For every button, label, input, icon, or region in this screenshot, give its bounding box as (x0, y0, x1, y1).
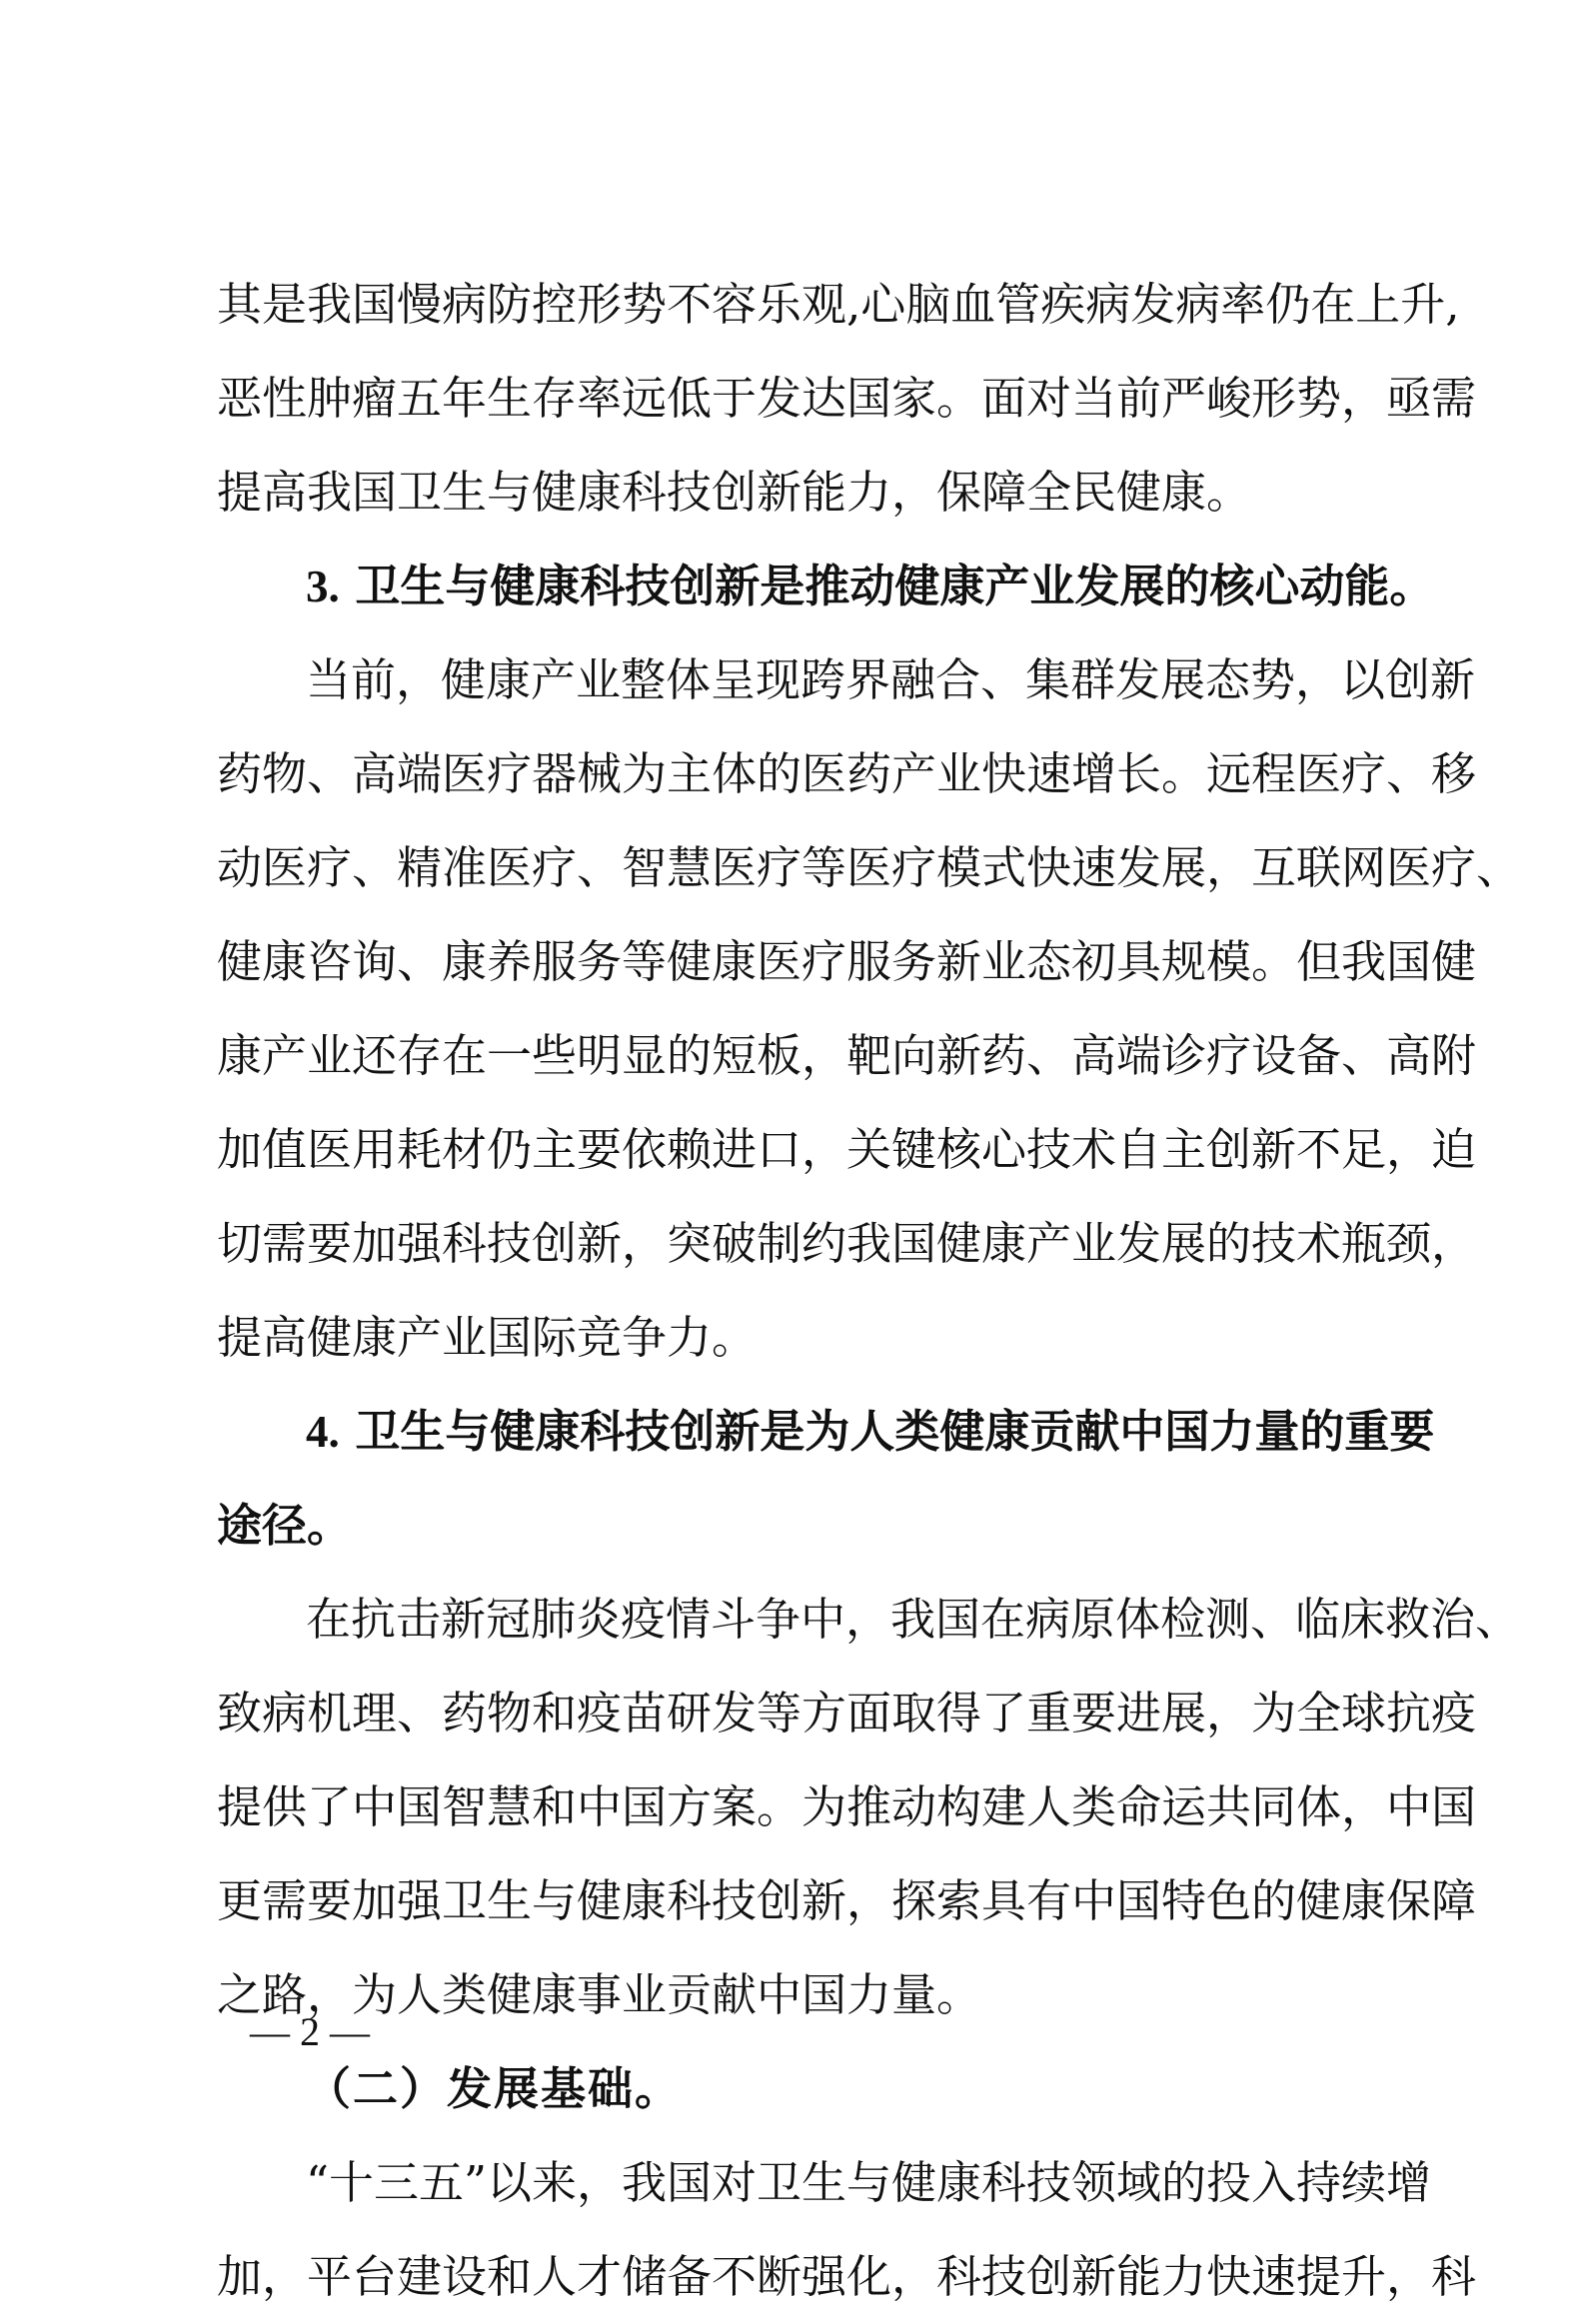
section-heading: （二）发展基础。 (306, 2062, 683, 2115)
heading-3-number: 3. (306, 562, 340, 611)
heading-3-text: 卫生与健康科技创新是推动健康产业发展的核心动能。 (355, 560, 1435, 612)
heading-4-line: 途径。 (217, 1499, 353, 1552)
text-line: 其是我国慢病防控形势不容乐观,心脑血管疾病发病率仍在上升, (217, 278, 1460, 331)
text-line: 康产业还存在一些明显的短板，靶向新药、高端诊疗设备、高附 (217, 1029, 1477, 1082)
text-line: 在抗击新冠肺炎疫情斗争中，我国在病原体检测、临床救治、 (306, 1593, 1521, 1646)
text-line: 之路，为人类健康事业贡献中国力量。 (217, 1968, 982, 2021)
text-line: 动医疗、精准医疗、智慧医疗等医疗模式快速发展，互联网医疗、 (217, 841, 1522, 894)
text-line: 加值医用耗材仍主要依赖进口，关键核心技术自主创新不足，迫 (217, 1123, 1477, 1176)
text-line: 当前，健康产业整体呈现跨界融合、集群发展态势，以创新 (306, 653, 1476, 706)
paragraph-5 (217, 2136, 1477, 2324)
text-line: “十三五”以来，我国对卫生与健康科技领域的投入持续增 (306, 2156, 1432, 2209)
text-line: 提高健康产业国际竞争力。 (217, 1311, 758, 1364)
page-number: — 2 — (250, 2009, 370, 2054)
heading-4-number: 4. (306, 1407, 340, 1457)
paragraph-intro (217, 258, 1477, 540)
text-line: 恶性肿瘤五年生存率远低于发达国家。面对当前严峻形势，亟需 (217, 372, 1477, 425)
heading-4-text: 卫生与健康科技创新是为人类健康贡献中国力量的重要 (355, 1405, 1435, 1458)
heading-4-line (217, 1385, 1435, 1479)
paragraph-3 (217, 633, 1522, 1385)
text-line: 更需要加强卫生与健康科技创新，探索具有中国特色的健康保障 (217, 1874, 1477, 1927)
text-line: 提供了中国智慧和中国方案。为推动构建人类命运共同体，中国 (217, 1780, 1477, 1833)
document-body (217, 258, 1522, 2324)
text-line: 药物、高端医疗器械为主体的医药产业快速增长。远程医疗、移 (217, 747, 1477, 800)
text-line: 提高我国卫生与健康科技创新能力，保障全民健康。 (217, 466, 1252, 519)
text-line: 健康咨询、康养服务等健康医疗服务新业态初具规模。但我国健 (217, 935, 1477, 988)
heading-3 (217, 540, 1435, 633)
paragraph-4 (217, 1573, 1521, 2042)
text-line: 切需要加强科技创新，突破制约我国健康产业发展的技术瓶颈， (217, 1217, 1477, 1270)
text-line: 致病机理、药物和疫苗研发等方面取得了重要进展，为全球抗疫 (217, 1687, 1477, 1740)
text-line: 加，平台建设和人才储备不断强化，科技创新能力快速提升，科 (217, 2250, 1477, 2303)
heading-4 (217, 1385, 1435, 1573)
